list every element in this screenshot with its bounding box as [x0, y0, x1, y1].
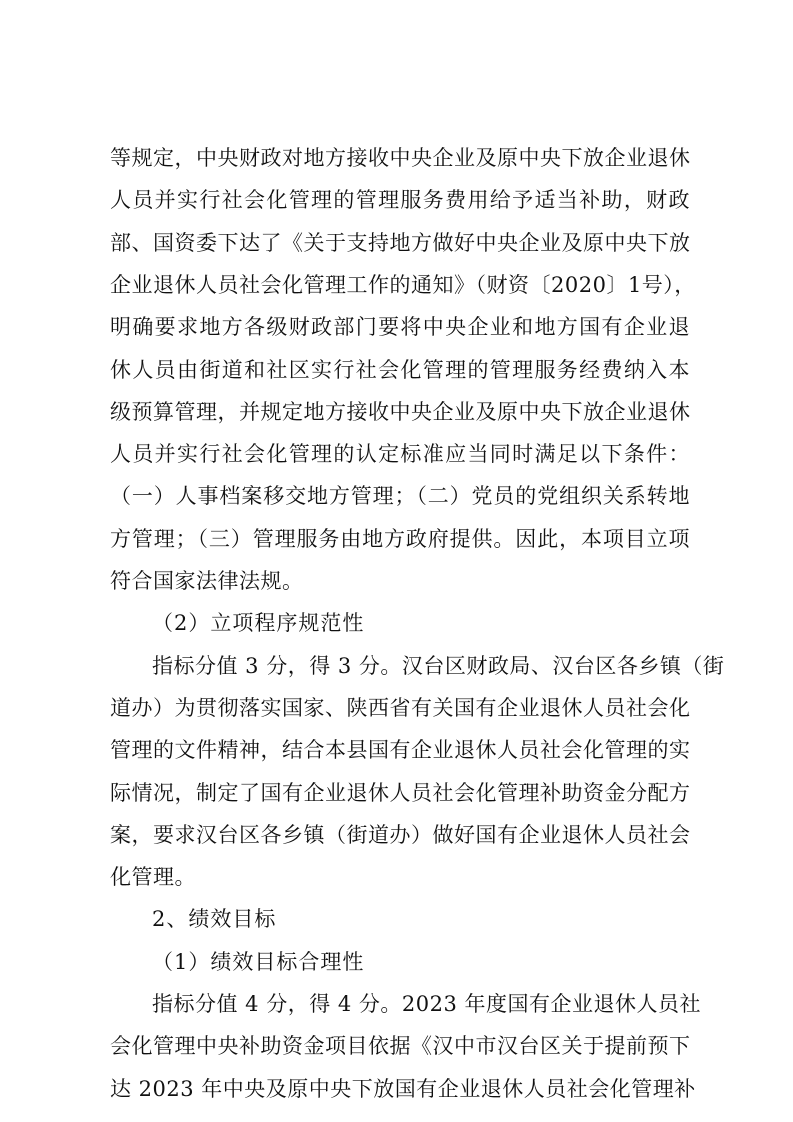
paragraph-2-line-5: 案，要求汉台区各乡镇（街道办）做好国有企业退休人员社会 [110, 822, 691, 847]
paragraph-1-line-4: 企业退休人员社会化管理工作的通知》（财资〔2020〕1号）， [110, 272, 696, 297]
paragraph-1-line-10: 方管理；（三）管理服务由地方政府提供。因此，本项目立项 [110, 526, 690, 551]
paragraph-3-line-3: 达 2023 年中央及原中央下放国有企业退休人员社会化管理补 [110, 1076, 696, 1101]
paragraph-2-line-6: 化管理。 [110, 865, 196, 890]
paragraph-1-line-7: 级预算管理，并规定地方接收中央企业及原中央下放企业退休 [110, 399, 691, 424]
paragraph-2-line-3: 管理的文件精神，结合本县国有企业退休人员社会化管理的实 [110, 738, 691, 763]
paragraph-1-line-6: 休人员由街道和社区实行社会化管理的管理服务经费纳入本 [110, 357, 690, 382]
heading-project-procedure: （2）立项程序规范性 [152, 611, 365, 636]
paragraph-2-line-2: 道办）为贯彻落实国家、陕西省有关国有企业退休人员社会化 [110, 695, 691, 720]
paragraph-2-line-1: 指标分值 3 分，得 3 分。汉台区财政局、汉台区各乡镇（街 [152, 653, 725, 678]
paragraph-2-line-4: 际情况，制定了国有企业退休人员社会化管理补助资金分配方 [110, 780, 691, 805]
paragraph-1-line-9: （一）人事档案移交地方管理；（二）党员的党组织关系转地 [110, 484, 690, 509]
paragraph-3-line-1: 指标分值 4 分，得 4 分。2023 年度国有企业退休人员社 [152, 992, 702, 1016]
paragraph-1-line-3: 部、国资委下达了《关于支持地方做好中央企业及原中央下放 [110, 230, 691, 255]
paragraph-1-line-5: 明确要求地方各级财政部门要将中央企业和地方国有企业退 [110, 315, 690, 340]
paragraph-1-line-8: 人员并实行社会化管理的认定标准应当同时满足以下条件： [110, 442, 690, 467]
paragraph-1-line-2: 人员并实行社会化管理的管理服务费用给予适当补助，财政 [110, 188, 690, 213]
heading-goal-reasonableness: （1）绩效目标合理性 [152, 949, 365, 974]
paragraph-1-line-1: 等规定，中央财政对地方接收中央企业及原中央下放企业退休 [110, 146, 691, 170]
paragraph-3-line-2: 会化管理中央补助资金项目依据《汉中市汉台区关于提前预下 [110, 1034, 691, 1059]
section-performance-goals: 2、绩效目标 [152, 907, 277, 932]
paragraph-1-line-11: 符合国家法律法规。 [110, 569, 304, 593]
